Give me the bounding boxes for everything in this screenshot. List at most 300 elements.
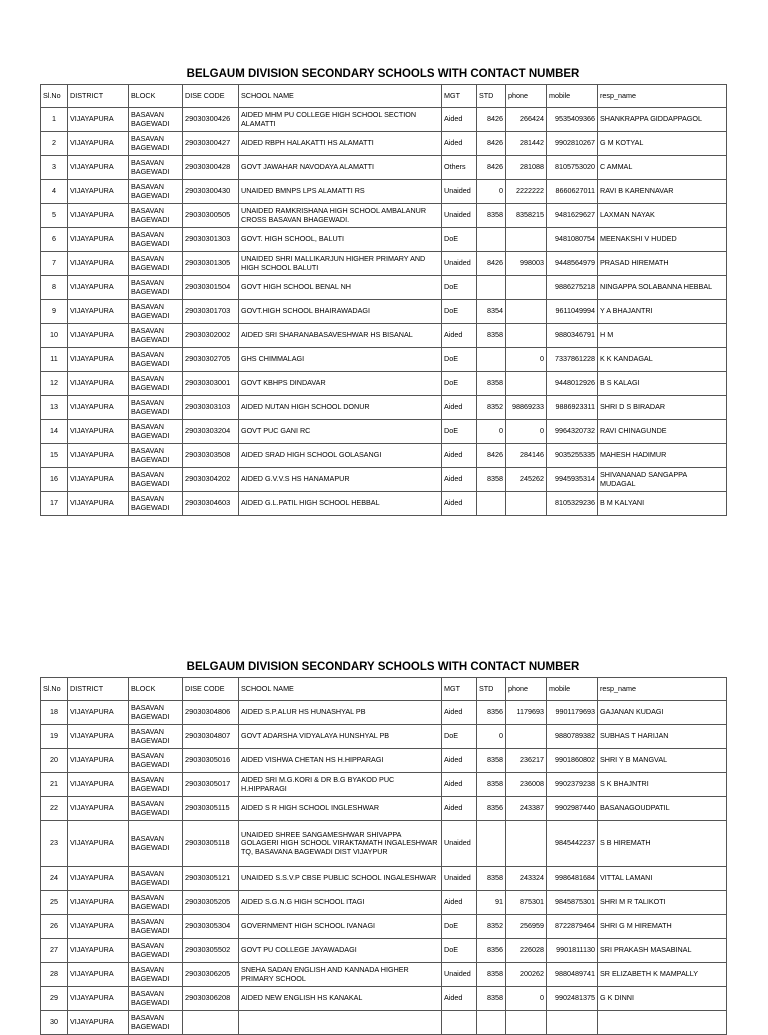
mobile-cell: 9902810267 bbox=[547, 132, 598, 156]
page-title: BELGAUM DIVISION SECONDARY SCHOOLS WITH CONTACT NUMBER bbox=[186, 661, 580, 673]
table-row bbox=[41, 468, 727, 492]
table-row bbox=[41, 701, 727, 725]
resp-name-cell: G M KOTYAL bbox=[598, 132, 727, 156]
dise-code-cell: 29030302002 bbox=[183, 324, 239, 348]
std-cell bbox=[477, 1011, 506, 1035]
block-cell: BASAVAN BAGEWADI bbox=[129, 939, 183, 963]
block-cell: BASAVAN BAGEWADI bbox=[129, 749, 183, 773]
header-row bbox=[41, 678, 727, 701]
resp-name-cell bbox=[598, 1011, 727, 1035]
std-cell: 91 bbox=[477, 891, 506, 915]
dise-code-cell: 29030301703 bbox=[183, 300, 239, 324]
district-cell: VIJAYAPURA bbox=[68, 180, 129, 204]
sl-cell: 20 bbox=[41, 749, 68, 773]
school-name-cell: UNAIDED SHREE SANGAMESHWAR SHIVAPPA GOLAGERI HIGH SCHOOL VIRAKTAMATH INGALESHWAR TQ, BASAVANA BAGEWADI DIST VIJAYPUR bbox=[239, 821, 442, 867]
school-name-cell: UNAIDED BMNPS LPS ALAMATTI RS bbox=[239, 180, 442, 204]
block-cell: BASAVAN BAGEWADI bbox=[129, 348, 183, 372]
sl-cell: 6 bbox=[41, 228, 68, 252]
dise-code-cell: 29030305118 bbox=[183, 821, 239, 867]
phone-cell: 256959 bbox=[506, 915, 547, 939]
mgt-cell: Unaided bbox=[442, 867, 477, 891]
district-cell: VIJAYAPURA bbox=[68, 821, 129, 867]
dise-code-cell: 29030304202 bbox=[183, 468, 239, 492]
std-cell bbox=[477, 348, 506, 372]
sl-cell: 26 bbox=[41, 915, 68, 939]
mobile-cell: 9886923311 bbox=[547, 396, 598, 420]
district-cell: VIJAYAPURA bbox=[68, 324, 129, 348]
mgt-cell: Aided bbox=[442, 987, 477, 1011]
phone-cell: 8358215 bbox=[506, 204, 547, 228]
dise-code-cell: 29030305115 bbox=[183, 797, 239, 821]
table-row bbox=[41, 396, 727, 420]
mgt-cell: Aided bbox=[442, 797, 477, 821]
mgt-cell: DoE bbox=[442, 725, 477, 749]
phone-cell: 236217 bbox=[506, 749, 547, 773]
mgt-cell: Aided bbox=[442, 773, 477, 797]
mgt-cell: DoE bbox=[442, 420, 477, 444]
district-cell: VIJAYAPURA bbox=[68, 492, 129, 516]
mgt-cell: Unaided bbox=[442, 204, 477, 228]
school-name-cell: GOVT KBHPS DINDAVAR bbox=[239, 372, 442, 396]
phone-cell: 98869233 bbox=[506, 396, 547, 420]
mobile-cell: 9035255335 bbox=[547, 444, 598, 468]
district-cell: VIJAYAPURA bbox=[68, 987, 129, 1011]
school-name-cell: AIDED G.V.V.S HS HANAMAPUR bbox=[239, 468, 442, 492]
sl-cell: 25 bbox=[41, 891, 68, 915]
school-name-cell: UNAIDED S.S.V.P CBSE PUBLIC SCHOOL INGALESHWAR bbox=[239, 867, 442, 891]
column-header: STD bbox=[477, 678, 506, 701]
block-cell: BASAVAN BAGEWADI bbox=[129, 300, 183, 324]
std-cell: 8356 bbox=[477, 701, 506, 725]
column-header: DISTRICT bbox=[68, 678, 129, 701]
table-row bbox=[41, 420, 727, 444]
mgt-cell: Unaided bbox=[442, 252, 477, 276]
resp-name-cell: MAHESH HADIMUR bbox=[598, 444, 727, 468]
sl-cell: 16 bbox=[41, 468, 68, 492]
mgt-cell: Unaided bbox=[442, 963, 477, 987]
std-cell: 8358 bbox=[477, 324, 506, 348]
table-row bbox=[41, 821, 727, 867]
mgt-cell: Aided bbox=[442, 701, 477, 725]
table-row bbox=[41, 180, 727, 204]
dise-code-cell bbox=[183, 1011, 239, 1035]
phone-cell: 0 bbox=[506, 348, 547, 372]
mgt-cell: DoE bbox=[442, 348, 477, 372]
resp-name-cell: G K DINNI bbox=[598, 987, 727, 1011]
resp-name-cell: H M bbox=[598, 324, 727, 348]
mobile-cell: 9448564979 bbox=[547, 252, 598, 276]
district-cell: VIJAYAPURA bbox=[68, 773, 129, 797]
block-cell: BASAVAN BAGEWADI bbox=[129, 204, 183, 228]
sl-cell: 14 bbox=[41, 420, 68, 444]
district-cell: VIJAYAPURA bbox=[68, 963, 129, 987]
sl-cell: 7 bbox=[41, 252, 68, 276]
dise-code-cell: 29030303001 bbox=[183, 372, 239, 396]
school-name-cell: UNAIDED SHRI MALLIKARJUN HIGHER PRIMARY AND HIGH SCHOOL BALUTI bbox=[239, 252, 442, 276]
block-cell: BASAVAN BAGEWADI bbox=[129, 228, 183, 252]
table-row bbox=[41, 204, 727, 228]
std-cell: 8358 bbox=[477, 867, 506, 891]
dise-code-cell: 29030301305 bbox=[183, 252, 239, 276]
std-cell: 8358 bbox=[477, 749, 506, 773]
resp-name-cell: S K BHAJNTRI bbox=[598, 773, 727, 797]
std-cell: 0 bbox=[477, 725, 506, 749]
phone-cell bbox=[506, 821, 547, 867]
block-cell: BASAVAN BAGEWADI bbox=[129, 797, 183, 821]
sl-cell: 27 bbox=[41, 939, 68, 963]
phone-cell: 226028 bbox=[506, 939, 547, 963]
std-cell bbox=[477, 276, 506, 300]
district-cell: VIJAYAPURA bbox=[68, 228, 129, 252]
sl-cell: 5 bbox=[41, 204, 68, 228]
std-cell: 8358 bbox=[477, 372, 506, 396]
dise-code-cell: 29030304807 bbox=[183, 725, 239, 749]
table-row bbox=[41, 108, 727, 132]
resp-name-cell: SHRI G M HIREMATH bbox=[598, 915, 727, 939]
district-cell: VIJAYAPURA bbox=[68, 1011, 129, 1035]
district-cell: VIJAYAPURA bbox=[68, 204, 129, 228]
sl-cell: 13 bbox=[41, 396, 68, 420]
resp-name-cell: RAVI CHINAGUNDE bbox=[598, 420, 727, 444]
std-cell: 0 bbox=[477, 180, 506, 204]
dise-code-cell: 29030300427 bbox=[183, 132, 239, 156]
phone-cell: 0 bbox=[506, 987, 547, 1011]
phone-cell: 243387 bbox=[506, 797, 547, 821]
column-header: mobile bbox=[547, 678, 598, 701]
resp-name-cell: GAJANAN KUDAGI bbox=[598, 701, 727, 725]
school-name-cell: GOVT.HIGH SCHOOL BHAIRAWADAGI bbox=[239, 300, 442, 324]
sl-cell: 28 bbox=[41, 963, 68, 987]
district-cell: VIJAYAPURA bbox=[68, 108, 129, 132]
column-header: MGT bbox=[442, 85, 477, 108]
table-row bbox=[41, 252, 727, 276]
dise-code-cell: 29030303204 bbox=[183, 420, 239, 444]
std-cell: 8356 bbox=[477, 797, 506, 821]
mgt-cell: Aided bbox=[442, 468, 477, 492]
resp-name-cell: SR ELIZABETH K MAMPALLY bbox=[598, 963, 727, 987]
district-cell: VIJAYAPURA bbox=[68, 797, 129, 821]
school-name-cell: GOVT. HIGH SCHOOL, BALUTI bbox=[239, 228, 442, 252]
block-cell: BASAVAN BAGEWADI bbox=[129, 701, 183, 725]
page-title: BELGAUM DIVISION SECONDARY SCHOOLS WITH CONTACT NUMBER bbox=[186, 68, 580, 80]
resp-name-cell: MEENAKSHI V HUDED bbox=[598, 228, 727, 252]
school-name-cell: AIDED NEW ENGLISH HS KANAKAL bbox=[239, 987, 442, 1011]
phone-cell: 875301 bbox=[506, 891, 547, 915]
resp-name-cell: PRASAD HIREMATH bbox=[598, 252, 727, 276]
block-cell: BASAVAN BAGEWADI bbox=[129, 156, 183, 180]
phone-cell: 243324 bbox=[506, 867, 547, 891]
std-cell: 8352 bbox=[477, 396, 506, 420]
table-row bbox=[41, 492, 727, 516]
school-name-cell: AIDED S.G.N.G HIGH SCHOOL ITAGI bbox=[239, 891, 442, 915]
dise-code-cell: 29030303103 bbox=[183, 396, 239, 420]
column-header: Sl.No bbox=[41, 678, 68, 701]
mgt-cell: Aided bbox=[442, 396, 477, 420]
phone-cell bbox=[506, 300, 547, 324]
std-cell bbox=[477, 821, 506, 867]
school-name-cell: UNAIDED RAMKRISHANA HIGH SCHOOL AMBALANUR CROSS BASAVAN BHAGEWADI. bbox=[239, 204, 442, 228]
phone-cell bbox=[506, 1011, 547, 1035]
mgt-cell: DoE bbox=[442, 300, 477, 324]
table-row bbox=[41, 300, 727, 324]
block-cell: BASAVAN BAGEWADI bbox=[129, 773, 183, 797]
school-name-cell: AIDED SRAD HIGH SCHOOL GOLASANGI bbox=[239, 444, 442, 468]
table-row bbox=[41, 915, 727, 939]
mgt-cell: Unaided bbox=[442, 180, 477, 204]
sl-cell: 10 bbox=[41, 324, 68, 348]
sl-cell: 18 bbox=[41, 701, 68, 725]
table-row bbox=[41, 963, 727, 987]
dise-code-cell: 29030305205 bbox=[183, 891, 239, 915]
sl-cell: 2 bbox=[41, 132, 68, 156]
phone-cell bbox=[506, 276, 547, 300]
mgt-cell: Aided bbox=[442, 324, 477, 348]
phone-cell: 284146 bbox=[506, 444, 547, 468]
std-cell: 8358 bbox=[477, 963, 506, 987]
dise-code-cell: 29030301303 bbox=[183, 228, 239, 252]
mgt-cell: DoE bbox=[442, 228, 477, 252]
mobile-cell: 9901179693 bbox=[547, 701, 598, 725]
block-cell: BASAVAN BAGEWADI bbox=[129, 915, 183, 939]
school-name-cell: AIDED S R HIGH SCHOOL INGLESHWAR bbox=[239, 797, 442, 821]
table-row bbox=[41, 228, 727, 252]
table-row bbox=[41, 348, 727, 372]
district-cell: VIJAYAPURA bbox=[68, 444, 129, 468]
school-name-cell: AIDED VISHWA CHETAN HS H.HIPPARAGI bbox=[239, 749, 442, 773]
mgt-cell: DoE bbox=[442, 915, 477, 939]
mobile-cell: 9902379238 bbox=[547, 773, 598, 797]
column-header: DISE CODE bbox=[183, 85, 239, 108]
district-cell: VIJAYAPURA bbox=[68, 348, 129, 372]
mgt-cell: Unaided bbox=[442, 821, 477, 867]
resp-name-cell: S B HIREMATH bbox=[598, 821, 727, 867]
resp-name-cell: SHRI M R TALIKOTI bbox=[598, 891, 727, 915]
header-row bbox=[41, 85, 727, 108]
table-row bbox=[41, 324, 727, 348]
mobile-cell: 9880489741 bbox=[547, 963, 598, 987]
district-cell: VIJAYAPURA bbox=[68, 468, 129, 492]
mgt-cell: Aided bbox=[442, 132, 477, 156]
sl-cell: 30 bbox=[41, 1011, 68, 1035]
phone-cell bbox=[506, 492, 547, 516]
std-cell: 8426 bbox=[477, 132, 506, 156]
school-name-cell: GOVT JAWAHAR NAVODAYA ALAMATTI bbox=[239, 156, 442, 180]
column-header: phone bbox=[506, 678, 547, 701]
mobile-cell: 9901860802 bbox=[547, 749, 598, 773]
table-row bbox=[41, 372, 727, 396]
district-cell: VIJAYAPURA bbox=[68, 276, 129, 300]
school-name-cell: GOVT PU COLLEGE JAYAWADAGI bbox=[239, 939, 442, 963]
sl-cell: 29 bbox=[41, 987, 68, 1011]
mobile-cell: 9901811130 bbox=[547, 939, 598, 963]
mgt-cell: Aided bbox=[442, 108, 477, 132]
column-header: BLOCK bbox=[129, 85, 183, 108]
school-name-cell: AIDED NUTAN HIGH SCHOOL DONUR bbox=[239, 396, 442, 420]
column-header: MGT bbox=[442, 678, 477, 701]
phone-cell bbox=[506, 372, 547, 396]
mobile-cell bbox=[547, 1011, 598, 1035]
school-name-cell: AIDED RBPH HALAKATTI HS ALAMATTI bbox=[239, 132, 442, 156]
phone-cell bbox=[506, 725, 547, 749]
column-header: mobile bbox=[547, 85, 598, 108]
district-cell: VIJAYAPURA bbox=[68, 300, 129, 324]
dise-code-cell: 29030300505 bbox=[183, 204, 239, 228]
table-row bbox=[41, 156, 727, 180]
dise-code-cell: 29030300426 bbox=[183, 108, 239, 132]
schools-table bbox=[40, 677, 727, 1035]
resp-name-cell: VITTAL LAMANI bbox=[598, 867, 727, 891]
dise-code-cell: 29030306208 bbox=[183, 987, 239, 1011]
mgt-cell: DoE bbox=[442, 372, 477, 396]
table-row bbox=[41, 276, 727, 300]
block-cell: BASAVAN BAGEWADI bbox=[129, 987, 183, 1011]
phone-cell bbox=[506, 324, 547, 348]
block-cell: BASAVAN BAGEWADI bbox=[129, 444, 183, 468]
mgt-cell bbox=[442, 1011, 477, 1035]
phone-cell: 0 bbox=[506, 420, 547, 444]
column-header: resp_name bbox=[598, 678, 727, 701]
phone-cell: 266424 bbox=[506, 108, 547, 132]
resp-name-cell: SHIVANANAD SANGAPPA MUDAGAL bbox=[598, 468, 727, 492]
column-header: SCHOOL NAME bbox=[239, 678, 442, 701]
std-cell: 8358 bbox=[477, 468, 506, 492]
district-cell: VIJAYAPURA bbox=[68, 372, 129, 396]
school-name-cell: GOVT HIGH SCHOOL BENAL NH bbox=[239, 276, 442, 300]
table-row bbox=[41, 987, 727, 1011]
sl-cell: 22 bbox=[41, 797, 68, 821]
block-cell: BASAVAN BAGEWADI bbox=[129, 867, 183, 891]
resp-name-cell: SHRI Y B MANGVAL bbox=[598, 749, 727, 773]
std-cell: 8358 bbox=[477, 987, 506, 1011]
mobile-cell: 9481629627 bbox=[547, 204, 598, 228]
school-name-cell: SNEHA SADAN ENGLISH AND KANNADA HIGHER PRIMARY SCHOOL bbox=[239, 963, 442, 987]
sl-cell: 1 bbox=[41, 108, 68, 132]
dise-code-cell: 29030305016 bbox=[183, 749, 239, 773]
resp-name-cell: BASANAGOUDPATIL bbox=[598, 797, 727, 821]
dise-code-cell: 29030300428 bbox=[183, 156, 239, 180]
school-name-cell: AIDED MHM PU COLLEGE HIGH SCHOOL SECTION ALAMATTI bbox=[239, 108, 442, 132]
school-name-cell: GOVERNMENT HIGH SCHOOL IVANAGI bbox=[239, 915, 442, 939]
dise-code-cell: 29030305502 bbox=[183, 939, 239, 963]
sl-cell: 9 bbox=[41, 300, 68, 324]
table-row bbox=[41, 867, 727, 891]
resp-name-cell: Y A BHAJANTRI bbox=[598, 300, 727, 324]
mobile-cell: 9945935314 bbox=[547, 468, 598, 492]
school-name-cell: GOVT ADARSHA VIDYALAYA HUNSHYAL PB bbox=[239, 725, 442, 749]
mgt-cell: Aided bbox=[442, 492, 477, 516]
sl-cell: 4 bbox=[41, 180, 68, 204]
sl-cell: 11 bbox=[41, 348, 68, 372]
dise-code-cell: 29030304603 bbox=[183, 492, 239, 516]
std-cell: 8354 bbox=[477, 300, 506, 324]
block-cell: BASAVAN BAGEWADI bbox=[129, 725, 183, 749]
std-cell: 8426 bbox=[477, 444, 506, 468]
dise-code-cell: 29030305017 bbox=[183, 773, 239, 797]
phone-cell: 200262 bbox=[506, 963, 547, 987]
phone-cell bbox=[506, 228, 547, 252]
resp-name-cell: SHANKRAPPA GIDDAPPAGOL bbox=[598, 108, 727, 132]
sl-cell: 21 bbox=[41, 773, 68, 797]
mobile-cell: 8105753020 bbox=[547, 156, 598, 180]
block-cell: BASAVAN BAGEWADI bbox=[129, 276, 183, 300]
block-cell: BASAVAN BAGEWADI bbox=[129, 132, 183, 156]
sl-cell: 8 bbox=[41, 276, 68, 300]
table-section-2 bbox=[40, 657, 726, 1035]
mobile-cell: 9845875301 bbox=[547, 891, 598, 915]
column-header: Sl.No bbox=[41, 85, 68, 108]
column-header: SCHOOL NAME bbox=[239, 85, 442, 108]
school-name-cell: GHS CHIMMALAGI bbox=[239, 348, 442, 372]
block-cell: BASAVAN BAGEWADI bbox=[129, 492, 183, 516]
dise-code-cell: 29030300430 bbox=[183, 180, 239, 204]
resp-name-cell: B S KALAGI bbox=[598, 372, 727, 396]
std-cell: 8358 bbox=[477, 773, 506, 797]
phone-cell: 245262 bbox=[506, 468, 547, 492]
block-cell: BASAVAN BAGEWADI bbox=[129, 108, 183, 132]
dise-code-cell: 29030302705 bbox=[183, 348, 239, 372]
column-header: resp_name bbox=[598, 85, 727, 108]
resp-name-cell: NINGAPPA SOLABANNA HEBBAL bbox=[598, 276, 727, 300]
block-cell: BASAVAN BAGEWADI bbox=[129, 468, 183, 492]
dise-code-cell: 29030305121 bbox=[183, 867, 239, 891]
schools-table bbox=[40, 84, 727, 516]
column-header: phone bbox=[506, 85, 547, 108]
std-cell bbox=[477, 228, 506, 252]
table-row bbox=[41, 773, 727, 797]
district-cell: VIJAYAPURA bbox=[68, 915, 129, 939]
mobile-cell: 9902481375 bbox=[547, 987, 598, 1011]
phone-cell: 281088 bbox=[506, 156, 547, 180]
std-cell: 8426 bbox=[477, 252, 506, 276]
table-row bbox=[41, 725, 727, 749]
mobile-cell: 9845442237 bbox=[547, 821, 598, 867]
phone-cell: 281442 bbox=[506, 132, 547, 156]
district-cell: VIJAYAPURA bbox=[68, 132, 129, 156]
sl-cell: 17 bbox=[41, 492, 68, 516]
resp-name-cell: SHRI D S BIRADAR bbox=[598, 396, 727, 420]
block-cell: BASAVAN BAGEWADI bbox=[129, 1011, 183, 1035]
school-name-cell: GOVT PUC GANI RC bbox=[239, 420, 442, 444]
block-cell: BASAVAN BAGEWADI bbox=[129, 324, 183, 348]
table-row bbox=[41, 132, 727, 156]
block-cell: BASAVAN BAGEWADI bbox=[129, 372, 183, 396]
table-section-1 bbox=[40, 64, 726, 516]
mobile-cell: 9611049994 bbox=[547, 300, 598, 324]
district-cell: VIJAYAPURA bbox=[68, 420, 129, 444]
school-name-cell: AIDED G.L.PATIL HIGH SCHOOL HEBBAL bbox=[239, 492, 442, 516]
school-name-cell: AIDED SRI M.G.KORI & DR B.G BYAKOD PUC H.HIPPARAGI bbox=[239, 773, 442, 797]
mobile-cell: 9986481684 bbox=[547, 867, 598, 891]
table-row bbox=[41, 444, 727, 468]
block-cell: BASAVAN BAGEWADI bbox=[129, 891, 183, 915]
school-name-cell bbox=[239, 1011, 442, 1035]
mobile-cell: 9880346791 bbox=[547, 324, 598, 348]
mgt-cell: DoE bbox=[442, 939, 477, 963]
block-cell: BASAVAN BAGEWADI bbox=[129, 180, 183, 204]
sl-cell: 24 bbox=[41, 867, 68, 891]
column-header: STD bbox=[477, 85, 506, 108]
sl-cell: 12 bbox=[41, 372, 68, 396]
std-cell bbox=[477, 492, 506, 516]
phone-cell: 2222222 bbox=[506, 180, 547, 204]
school-name-cell: AIDED SRI SHARANABASAVESHWAR HS BISANAL bbox=[239, 324, 442, 348]
district-cell: VIJAYAPURA bbox=[68, 725, 129, 749]
mobile-cell: 9448012926 bbox=[547, 372, 598, 396]
phone-cell: 236008 bbox=[506, 773, 547, 797]
school-name-cell: AIDED S.P.ALUR HS HUNASHYAL PB bbox=[239, 701, 442, 725]
mobile-cell: 9481080754 bbox=[547, 228, 598, 252]
table-row bbox=[41, 891, 727, 915]
